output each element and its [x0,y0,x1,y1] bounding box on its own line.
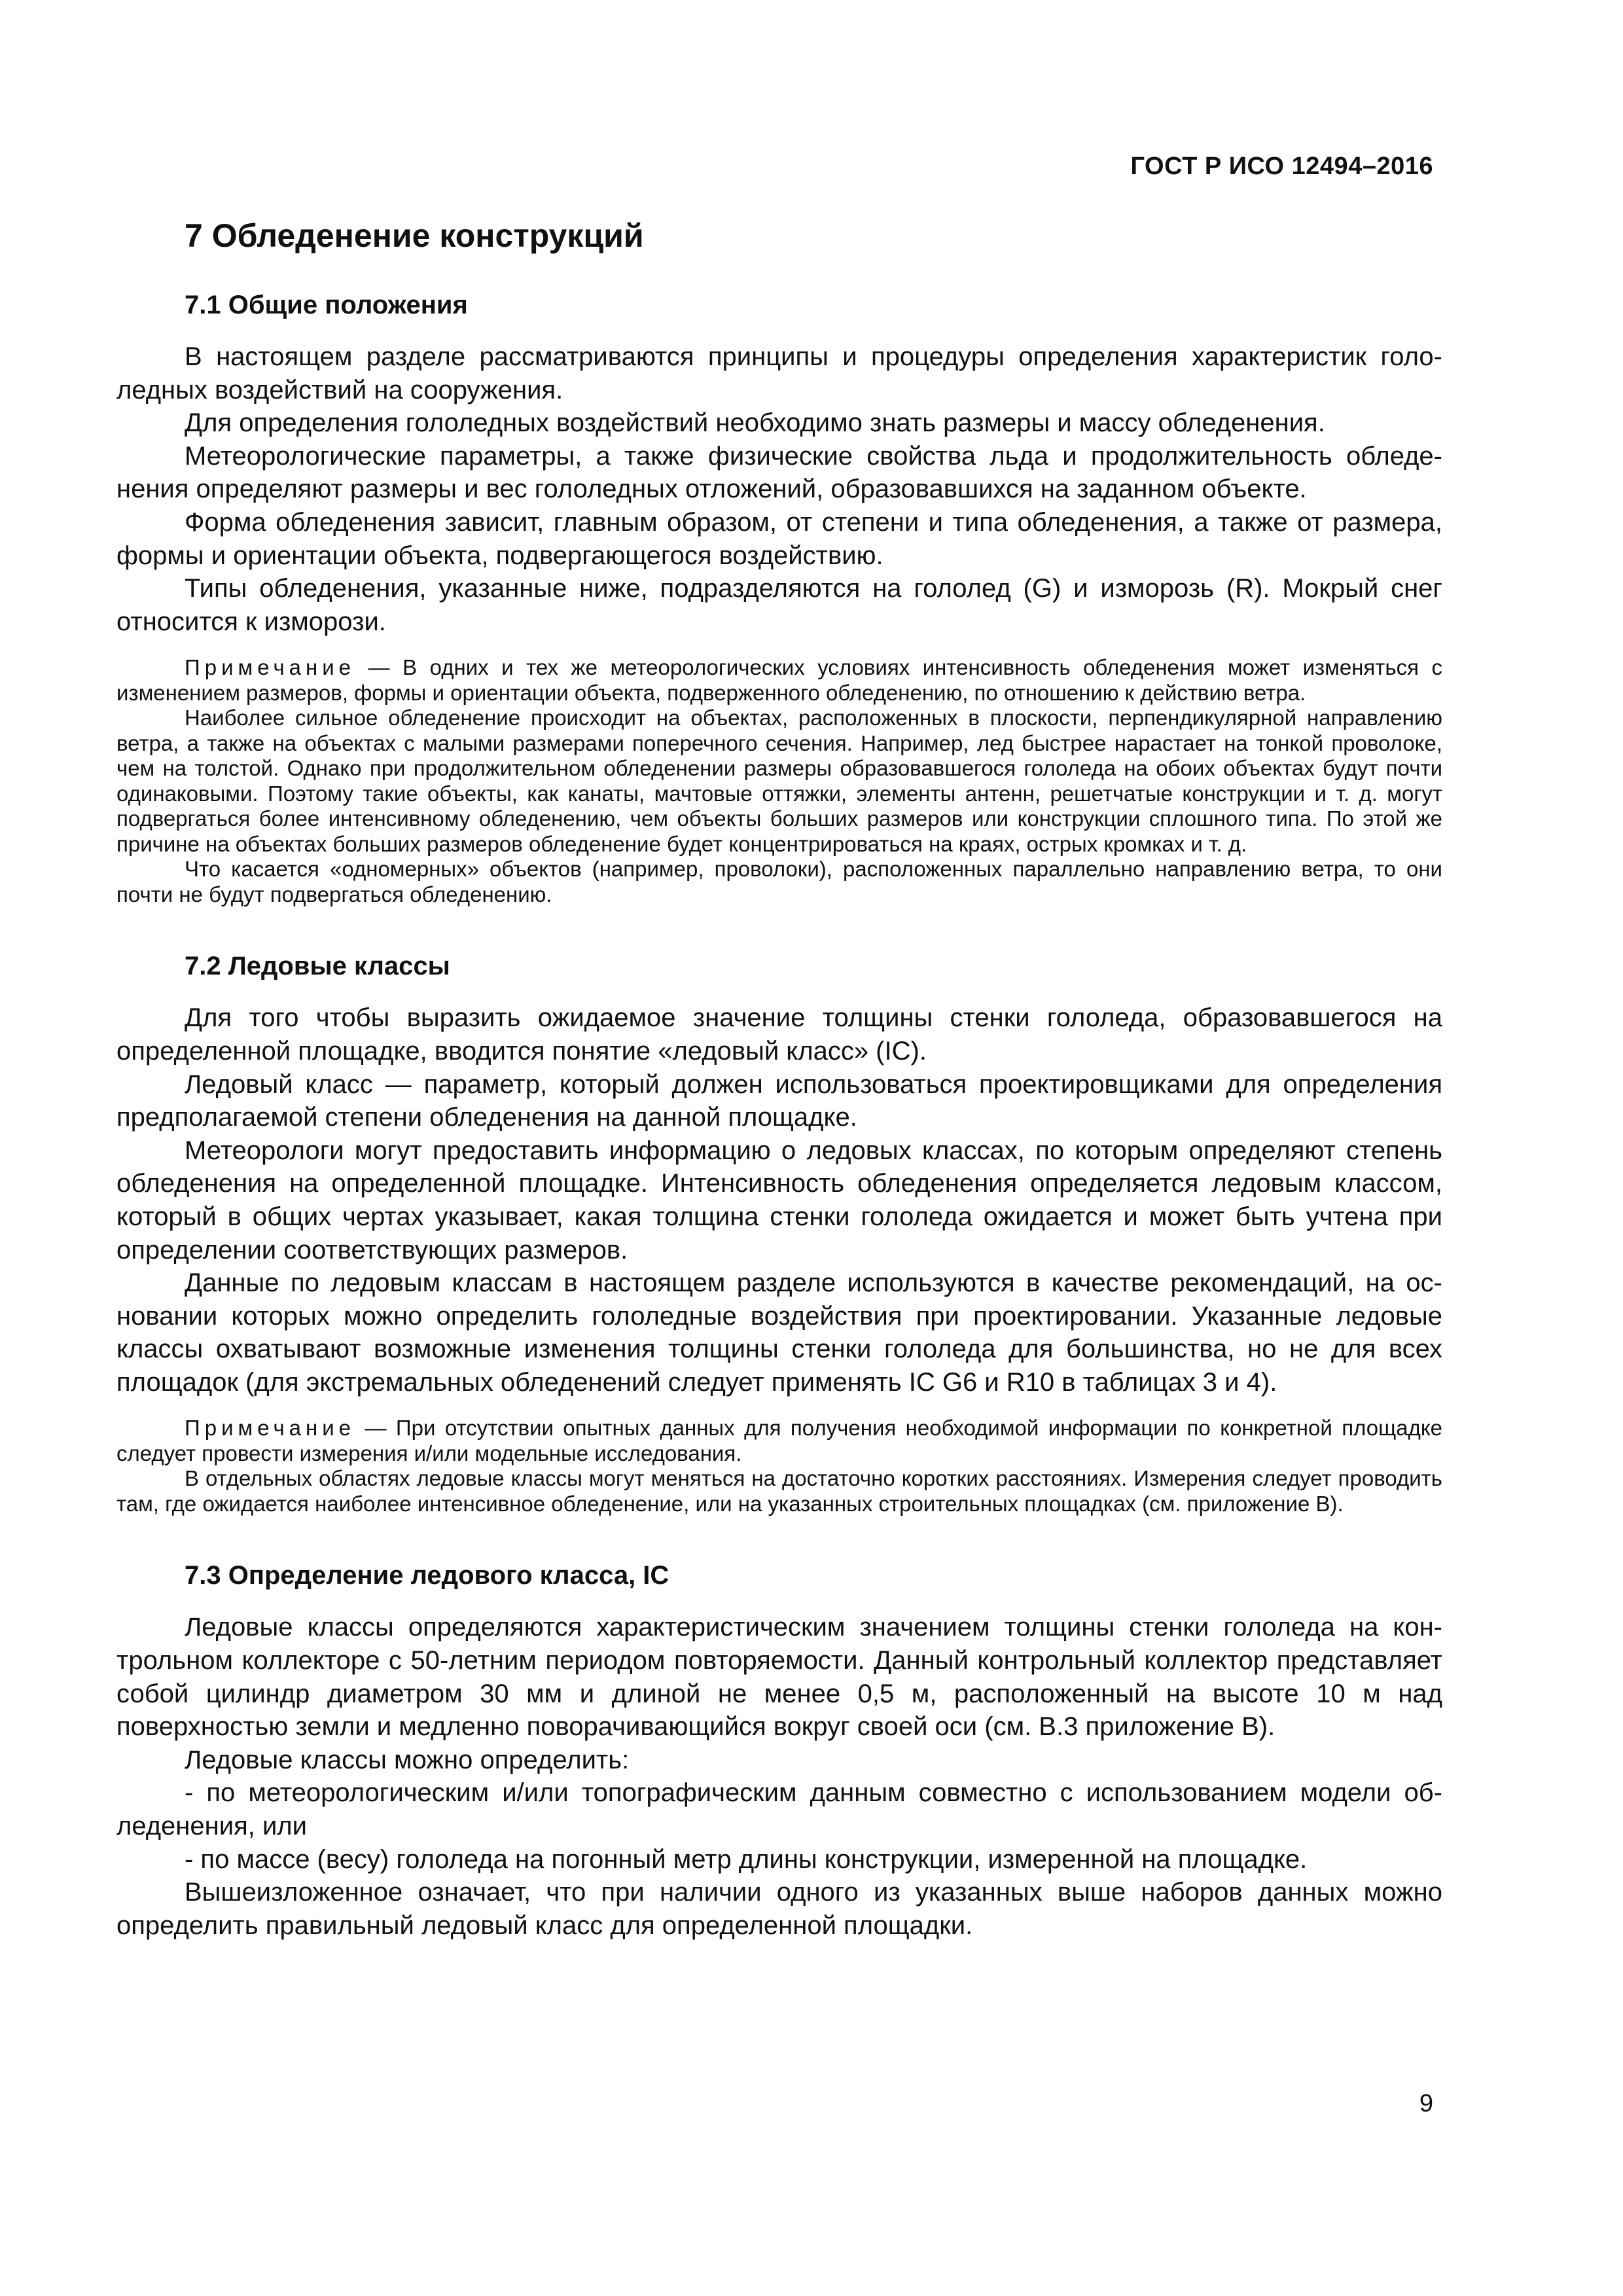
paragraph: Метеорологические параметры, а также физические свойства льда и продолжительность обледенения определяют размеры и вес гололедных отложений, образовавшихся на заданном объекте. [116,441,1442,504]
paragraph: Ледовые классы определяются характеристическим значением толщины стенки гололеда на контрольном коллекторе с 50-летним периодом повторяемости. Данный контрольный коллектор представляет собой цилиндр диаметром 30 мм и длиной не менее 0,5 м, расположенный на высоте 10 м над поверхностью земли и медленно поворачивающийся вокруг своей оси (см. В.3 приложение В). [116,1613,1442,1742]
note-paragraph [116,1416,1442,1466]
note-text: При отсутствии опытных данных для получения необходимой информации по конкретной площадке следует провести измерения и/или модельные исследования. [116,1416,1442,1465]
subsection-7-3-title: 7.3 Определение ледового класса, IC [185,1561,669,1590]
paragraph: Для того чтобы выразить ожидаемое значение толщины стенки гололеда, образовавшегося на определенной площадке, вводится понятие «ледовый класс» (IC). [116,1003,1442,1066]
page-content [116,216,1442,1942]
note-paragraph: В отдельных областях ледовые классы могут меняться на достаточно коротких расстояниях. Измерения следует проводить там, где ожидается наиболее интенсивное обледенение, или на указанных строительных площадках (см. приложение В). [116,1466,1442,1516]
note-block-7-1 [116,655,1442,907]
paragraph: Для определения гололедных воздействий необходимо знать размеры и массу обледенения. [185,408,1325,438]
paragraph: В настоящем разделе рассматриваются принципы и процедуры определения характеристик гололедных воздействий на сооружения. [116,342,1442,404]
list-item: - по массе (весу) гололеда на погонный метр длины конструкции, измеренной на площадке. [185,1844,1308,1874]
paragraph: Вышеизложенное означает, что при наличии одного из указанных выше наборов данных можно определить правильный ледовый класс для определенной площадки. [116,1878,1442,1940]
note-dash: — [355,1416,396,1441]
list-item: - по метеорологическим и/или топографическим данным совместно с использованием модели обледенения, или [116,1778,1442,1841]
paragraph: Типы обледенения, указанные ниже, подразделяются на гололед (G) и изморозь (R). Мокрый снег относится к изморози. [116,574,1442,636]
note-paragraph [116,655,1442,706]
note-paragraph: Наиболее сильное обледенение происходит на объектах, расположенных в плоскости, перпендикулярной направлению ветра, а также на объектах с малыми размерами поперечного сечения. Например, лед быстрее нарастает на тонкой проволоке, чем на толстой. Однако при продолжительном обледенении размеры образовавшегося гололеда на обоих объектах будут почти одинаковыми. Поэтому такие объекты, как канаты, мачтовые оттяжки, элементы антенн, решетчатые конструкции и т. д. могут подвергаться более интенсивному обледенению, чем объекты больших размеров или конструкции сплошного типа. По этой же причине на объектах больших размеров обледенение будет концентрироваться на краях, острых кромках и т. д. [116,706,1442,856]
paragraph: Данные по ледовым классам в настоящем разделе используются в качестве рекомендаций, на основании которых можно определить гололедные воздействия при проектировании. Указанные ледовые классы охватывают возможные изменения толщины стенки гололеда для большинства, но не для всех площадок (для экстремальных обледенений следует применять IC G6 и R10 в таблицах 3 и 4). [116,1268,1442,1397]
page-number: 9 [1419,2090,1433,2117]
note-label: Примечание [185,1416,356,1441]
spacer [116,1516,1442,1560]
note-label: Примечание [185,655,356,680]
paragraph: Форма обледенения зависит, главным образом, от степени и типа обледенения, а также от размера, формы и ориентации объекта, подвергающегося воздействию. [116,507,1442,570]
section-title: 7 Обледенение конструкций [185,217,644,254]
note-paragraph: Что касается «одномерных» объектов (например, проволоки), расположенных параллельно направлению ветра, то они почти не будут подвергаться обледенению. [116,857,1442,906]
paragraph: Метеорологи могут предоставить информацию о ледовых классах, по которым определяют степень обледенения на определенной площадке. Интенсивность обледенения определяется ледовым классом, который в общих чертах указывает, какая толщина стенки гололеда ожидается и может быть учтена при определении соответствующих размеров. [116,1136,1442,1265]
subsection-7-2-title: 7.2 Ледовые классы [185,952,450,981]
standard-code-header: ГОСТ Р ИСО 12494–2016 [1130,152,1433,180]
note-text: В одних и тех же метеорологических условиях интенсивность обледенения может изменяться с изменением размеров, формы и ориентации объекта, подверженного обледенению, по отношению к действию ветра. [116,655,1443,705]
note-block-7-2 [116,1416,1442,1516]
paragraph: Ледовый класс — параметр, который должен использоваться проектировщиками для определения предполагаемой степени обледенения на данной площадке. [116,1069,1442,1132]
subsection-7-1-title: 7.1 Общие положения [185,291,468,319]
note-dash: — [355,655,403,680]
spacer [116,907,1442,950]
paragraph: Ледовые классы можно определить: [185,1745,630,1774]
